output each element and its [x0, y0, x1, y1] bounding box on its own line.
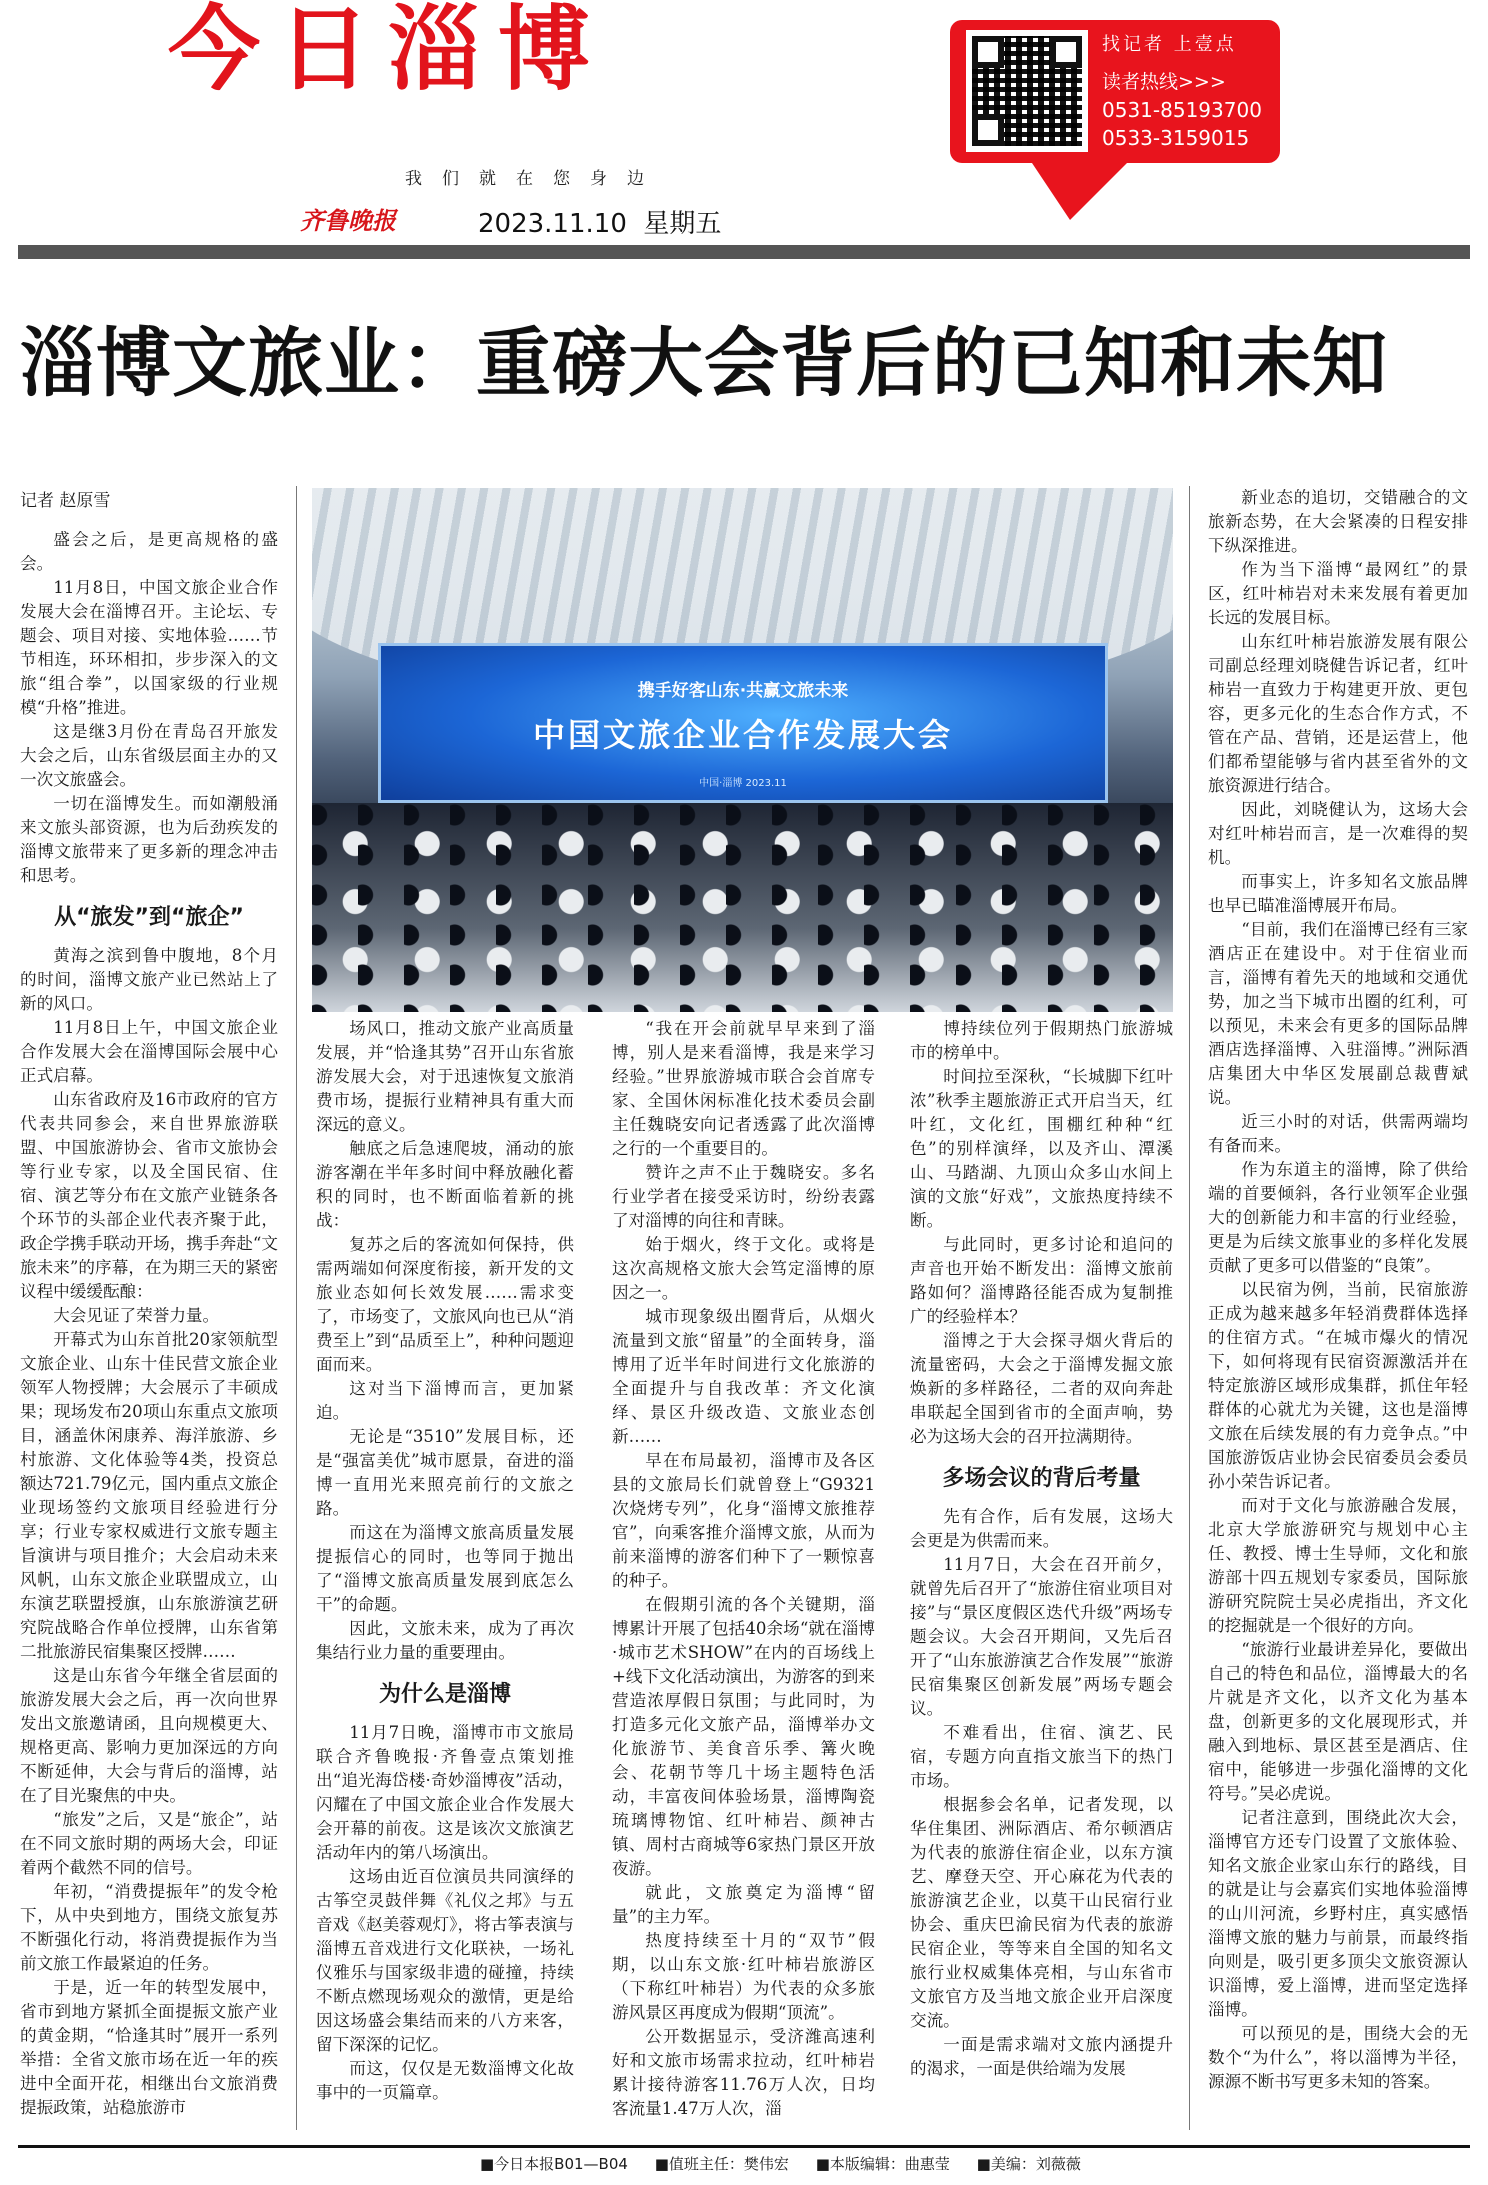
- conference-photo: [312, 488, 1173, 1012]
- article-column-3: [612, 1017, 875, 2130]
- paragraph: 始于烟火，终于文化。或将是这次高规格文旅大会笃定淄博的原因之一。: [612, 1235, 875, 1302]
- page-footer: [480, 2153, 1103, 2174]
- photo-slogan: 携手好客山东·共赢文旅未来: [637, 681, 849, 701]
- photo-title: 中国文旅企业合作发展大会: [532, 716, 953, 754]
- paragraph: 无论是“3510”发展目标，还是“强富美优”城市愿景，奋进的淄博一直用光来照亮前行的文旅之路。: [316, 1427, 574, 1518]
- section-heading: 为什么是淄博: [378, 1682, 511, 1707]
- paragraph: 时间拉至深秋，“长城脚下红叶浓”秋季主题旅游正式开启当天，红叶红，文化红，围棚红种种“红色”的别样演绎，以及齐山、潭溪山、马踏湖、九顶山众多山水间上演的文旅“好戏”，文旅热度持续不断。: [910, 1067, 1173, 1230]
- paragraph: 而这，仅仅是无数淄博文化故事中的一页篇章。: [316, 2059, 574, 2102]
- issue-date: [478, 203, 721, 240]
- article-headline: 淄博文旅业：重磅大会背后的已知和未知: [20, 319, 1389, 407]
- paragraph: 这场由近百位演员共同演绎的古筝空灵鼓伴舞《礼仪之邦》与五音戏《赵美蓉观灯》，将古筝表演与淄博五音戏进行文化联袂，一场礼仪雅乐与国家级非遗的碰撞，持续不断点燃现场观众的激情，更是给因这场盛会集结而来的八方来客，留下深深的记忆。: [316, 1867, 574, 2054]
- paragraph: 而这在为淄博文旅高质量发展提振信心的同时，也等同于抛出了“淄博文旅高质量发展到底怎么干”的命题。: [316, 1523, 574, 1614]
- paragraph: 新业态的追切，交错融合的文旅新态势，在大会紧凑的日程安排下纵深推进。: [1208, 488, 1468, 555]
- paragraph: 记者注意到，围绕此次大会，淄博官方还专门设置了文旅体验、知名文旅企业家山东行的路线，目的就是让与会嘉宾们实地体验淄博的山川河流，乡野村庄，真实感悟淄博文旅的魅力与前景，而最终指向则是，吸引更多顶尖文旅资源认识淄博，爱上淄博，进而坚定选择淄博。: [1208, 1808, 1468, 2019]
- paragraph: 不难看出，住宿、演艺、民宿，专题方向直指文旅当下的热门市场。: [910, 1723, 1173, 1790]
- paragraph: 因此，文旅未来，成为了再次集结行业力量的重要理由。: [316, 1619, 574, 1662]
- paragraph: 11月8日，中国文旅企业合作发展大会在淄博召开。主论坛、专题会、项目对接、实地体验……节节相连，环环相扣，步步深入的文旅“组合拳”，以国家级的行业规模“升格”推进。: [20, 578, 278, 717]
- hotline-label: 读者热线>>>: [1102, 71, 1226, 93]
- photo-audience: [312, 803, 1173, 1012]
- paragraph: 一面是需求端对文旅内涵提升的渴求，一面是供给端为发展: [910, 2035, 1173, 2078]
- paragraph: 淄博之于大会探寻烟火背后的流量密码，大会之于淄博发掘文旅焕新的多样路径，二者的双向奔赴串联起全国到省市的全面声响，势必为这场大会的召开拉满期待。: [910, 1331, 1173, 1446]
- paragraph: 因此，刘晓健认为，这场大会对红叶柿岩而言，是一次难得的契机。: [1208, 800, 1468, 867]
- qr-code-icon[interactable]: [966, 30, 1088, 152]
- paragraph: 城市现象级出圈背后，从烟火流量到文旅“留量”的全面转身，淄博用了近半年时间进行文化旅游的全面提升与自我改革：齐文化演绎、景区升级改造、文旅业态创新……: [612, 1307, 875, 1446]
- paragraph: 根据参会名单，记者发现，以华住集团、洲际酒店、希尔顿酒店为代表的旅游住宿企业，以东方演艺、摩登天空、开心麻花为代表的旅游演艺企业，以莫干山民宿行业协会、重庆巴渝民宿为代表的旅游民宿企业，等等来自全国的知名文旅行业权威集体亮相，与山东省市文旅官方及当地文旅企业开启深度交流。: [910, 1795, 1173, 2030]
- paragraph: 触底之后急速爬坡，涌动的旅游客潮在半年多时间中释放融化蓄积的同时，也不断面临着新的挑战：: [316, 1139, 574, 1230]
- paragraph: 先有合作，后有发展，这场大会更是为供需而来。: [910, 1507, 1173, 1550]
- paragraph: 在假期引流的各个关键期，淄博累计开展了包括40余场“就在淄博·城市艺术SHOW”在内的百场线上+线下文化活动演出，为游客的到来营造浓厚假日氛围；与此同时，为打造多元化文旅产品，淄博举办文化旅游节、美食音乐季、篝火晚会、花朝节等几十场主题特色活动，丰富夜间体验场景，淄博陶瓷琉璃博物馆、红叶柿岩、颜神古镇、周村古商城等6家热门景区开放夜游。: [612, 1595, 875, 1878]
- date-text: 2023.11.10: [478, 209, 627, 239]
- paragraph: 以民宿为例，当前，民宿旅游正成为越来越多年轻消费群体选择的住宿方式。“在城市爆火的情况下，如何将现有民宿资源激活并在特定旅游区域形成集群，抓住年轻群体的心就尤为关键，这也是淄博文旅在后续发展的有力竞争点。”中国旅游饭店业协会民宿委员会委员孙小荣告诉记者。: [1208, 1280, 1468, 1491]
- section-heading: 从“旅发”到“旅企”: [54, 905, 244, 930]
- article-column-5: [1208, 486, 1468, 2130]
- paragraph: “旅游行业最讲差异化，要做出自己的特色和品位，淄博最大的名片就是齐文化，以齐文化为基本盘，创新更多的文化展现形式，并融入到地标、景区甚至是酒店、住宿中，能够进一步强化淄博的文化符号。”吴必虎说。: [1208, 1640, 1468, 1803]
- paragraph: 11月7日，大会在召开前夕，就曾先后召开了“旅游住宿业项目对接”与“景区度假区迭代升级”两场专题会议。大会召开期间，又先后召开了“山东旅游演艺合作发展”“旅游民宿集聚区创新发展”两场专题会议。: [910, 1555, 1173, 1718]
- hotline-phone-1: 0531-85193700: [1102, 98, 1262, 122]
- paragraph: 大会见证了荣誉力量。: [53, 1306, 220, 1325]
- paragraph: 这对当下淄博而言，更加紧迫。: [316, 1379, 574, 1422]
- paragraph: 这是继3月份在青岛召开旅发大会之后，山东省级层面主办的又一次文旅盛会。: [20, 722, 278, 789]
- article-column-4: [910, 1017, 1173, 2130]
- paragraph: 公开数据显示，受济潍高速利好和文旅市场需求拉动，红叶柿岩累计接待游客11.76万人次，日均客流量1.47万人次，淄: [612, 2027, 875, 2118]
- paragraph: 而事实上，许多知名文旅品牌也早已瞄准淄博展开布局。: [1208, 872, 1468, 915]
- paragraph: 场风口，推动文旅产业高质量发展，并“恰逢其势”召开山东省旅游发展大会，对于迅速恢复文旅消费市场，提振行业精神具有重大而深远的意义。: [316, 1019, 574, 1134]
- paragraph: 热度持续至十月的“双节”假期，以山东文旅·红叶柿岩旅游区（下称红叶柿岩）为代表的众多旅游风景区再度成为假期“顶流”。: [612, 1931, 875, 2022]
- footer-art: ■美编：刘薇薇: [976, 2155, 1081, 2173]
- paragraph: 11月7日晚，淄博市市文旅局联合齐鲁晚报·齐鲁壹点策划推出“追光海岱楼·奇妙淄博夜”活动，闪耀在了中国文旅企业合作发展大会开幕的前夜。这是该次文旅演艺活动年内的第八场演出。: [316, 1723, 574, 1862]
- paragraph: 博持续位列于假期热门旅游城市的榜单中。: [910, 1019, 1173, 1062]
- footer-editor: ■值班主任：樊伟宏: [654, 2155, 789, 2173]
- paragraph: 盛会之后，是更高规格的盛会。: [20, 530, 278, 573]
- column-rule: [1189, 486, 1190, 2130]
- masthead-title: 今日淄博: [168, 0, 609, 103]
- paragraph: 复苏之后的客流如何保持，供需两端如何深度衔接，新开发的文旅业态如何长效发展……需求变了，市场变了，文旅风向也已从“消费至上”到“品质至上”，种种问题迎面而来。: [316, 1235, 574, 1374]
- paragraph: 作为当下淄博“最网红”的景区，红叶柿岩对未来发展有着更加长远的发展目标。: [1208, 560, 1468, 627]
- article-column-1: [20, 528, 278, 2130]
- hotline-box-tail: [1030, 160, 1130, 220]
- paragraph: 一切在淄博发生。而如潮般涌来文旅头部资源，也为后劲疾发的淄博文旅带来了更多新的理念冲击和思考。: [20, 794, 278, 885]
- paragraph: “旅发”之后，又是“旅企”，站在不同文旅时期的两场大会，印证着两个截然不同的信号。: [20, 1810, 278, 1877]
- hotline-slogan: 找记者 上壹点: [1102, 34, 1237, 55]
- paragraph: 就此，文旅奠定为淄博“留量”的主力军。: [612, 1883, 875, 1926]
- paragraph: “目前，我们在淄博已经有三家酒店正在建设中。对于住宿业而言，淄博有着先天的地域和交通优势，加之当下城市出圈的红利，可以预见，未来会有更多的国际品牌酒店选择淄博、入驻淄博。”洲际酒店集团大中华区发展副总裁曹斌说。: [1208, 920, 1468, 1107]
- footer-layout-editor: ■本版编辑：曲惠莹: [815, 2155, 950, 2173]
- paragraph: “我在开会前就早早来到了淄博，别人是来看淄博，我是来学习经验。”世界旅游城市联合会首席专家、全国休闲标准化技术委员会副主任魏晓安向记者透露了此次淄博之行的一个重要目的。: [612, 1019, 875, 1158]
- photo-date: 中国·淄博 2023.11: [699, 778, 787, 789]
- footer-divider: [18, 2145, 1470, 2148]
- paragraph: 11月8日上午，中国文旅企业合作发展大会在淄博国际会展中心正式启幕。: [20, 1018, 278, 1085]
- paragraph: 于是，近一年的转型发展中，省市到地方紧抓全面提振文旅产业的黄金期，“恰逢其时”展开一系列举措：全省文旅市场在近一年的疾进中全面开花，相继出台文旅消费提振政策，站稳旅游市: [20, 1978, 278, 2117]
- paragraph: 近三小时的对话，供需两端均有备而来。: [1208, 1112, 1468, 1155]
- paragraph: 与此同时，更多讨论和追问的声音也开始不断发出：淄博文旅前路如何？淄博路径能否成为复制推广的经验样本？: [910, 1235, 1173, 1326]
- weekday-text: 星期五: [643, 209, 722, 239]
- paragraph: 这是山东省今年继全省层面的旅游发展大会之后，再一次向世界发出文旅邀请函，且向规模更大、规格更高、影响力更加深远的方向不断延伸，大会与背后的淄博，站在了目光聚焦的中央。: [20, 1666, 278, 1805]
- paragraph: 山东红叶柿岩旅游发展有限公司副总经理刘晓健告诉记者，红叶柿岩一直致力于构建更开放、更包容，更多元化的生态合作方式，不管在产品、营销，还是运营上，他们都希望能够与省内甚至省外的文旅资源进行结合。: [1208, 632, 1468, 795]
- photo-stage-screen: [378, 643, 1108, 803]
- section-heading: 多场会议的背后考量: [942, 1466, 1141, 1491]
- paragraph: 可以预见的是，围绕大会的无数个“为什么”，将以淄博为半径，源源不断书写更多未知的答案。: [1208, 2024, 1468, 2091]
- paragraph: 赞许之声不止于魏晓安。多名行业学者在接受采访时，纷纷表露了对淄博的向往和青睐。: [612, 1163, 875, 1230]
- paragraph: 早在布局最初，淄博市及各区县的文旅局长们就曾登上“G9321次烧烤专列”，化身“淄博文旅推荐官”，向乘客推介淄博文旅，从而为前来淄博的游客们种下了一颗惊喜的种子。: [612, 1451, 875, 1590]
- footer-pages: ■今日本报B01—B04: [480, 2155, 628, 2173]
- paragraph: 年初，“消费提振年”的发令枪下，从中央到地方，围绕文旅复苏不断强化行动，将消费提振作为当前文旅工作最紧迫的任务。: [20, 1882, 278, 1973]
- paragraph: 山东省政府及16市政府的官方代表共同参会，来自世界旅游联盟、中国旅游协会、省市文旅协会等行业专家，以及全国民宿、住宿、演艺等分布在文旅产业链条各个环节的头部企业代表齐聚于此，政企学携手联动开场，携手奔赴“文旅未来”的序幕，在为期三天的紧密议程中缓缓酝酿：: [20, 1090, 278, 1301]
- masthead-slogan: 我们就在您身边: [405, 169, 664, 189]
- article-column-2: [316, 1017, 574, 2130]
- hotline-phone-2: 0533-3159015: [1102, 126, 1250, 150]
- paragraph: 开幕式为山东首批20家领航型文旅企业、山东十佳民营文旅企业领军人物授牌；大会展示了丰硕成果；现场发布20项山东重点文旅项目，涵盖休闲康养、海洋旅游、乡村旅游、文化体验等4类，投资总额达721.79亿元，国内重点文旅企业现场签约文旅项目经验进行分享；行业专家权威进行文旅专题主旨演讲与项目推介；大会启动未来风帆，山东文旅企业联盟成立，山东演艺联盟授旗，山东旅游演艺研究院战略合作单位授牌，山东省第二批旅游民宿集聚区授牌……: [20, 1330, 278, 1661]
- publisher-logo: 齐鲁晚报: [300, 206, 396, 235]
- paragraph: 作为东道主的淄博，除了供给端的首要倾斜，各行业领军企业强大的创新能力和丰富的行业经验，更是为后续文旅事业的多样化发展贡献了更多可以借鉴的“良策”。: [1208, 1160, 1468, 1275]
- paragraph: 黄海之滨到鲁中腹地，8个月的时间，淄博文旅产业已然站上了新的风口。: [20, 946, 278, 1013]
- paragraph: 而对于文化与旅游融合发展，北京大学旅游研究与规划中心主任、教授、博士生导师，文化和旅游部十四五规划专家委员，国际旅游研究院院士吴必虎指出，齐文化的挖掘就是一个很好的方向。: [1208, 1496, 1468, 1635]
- masthead-divider: [18, 245, 1470, 259]
- column-rule: [296, 486, 297, 2130]
- article-byline: 记者 赵原雪: [20, 491, 111, 511]
